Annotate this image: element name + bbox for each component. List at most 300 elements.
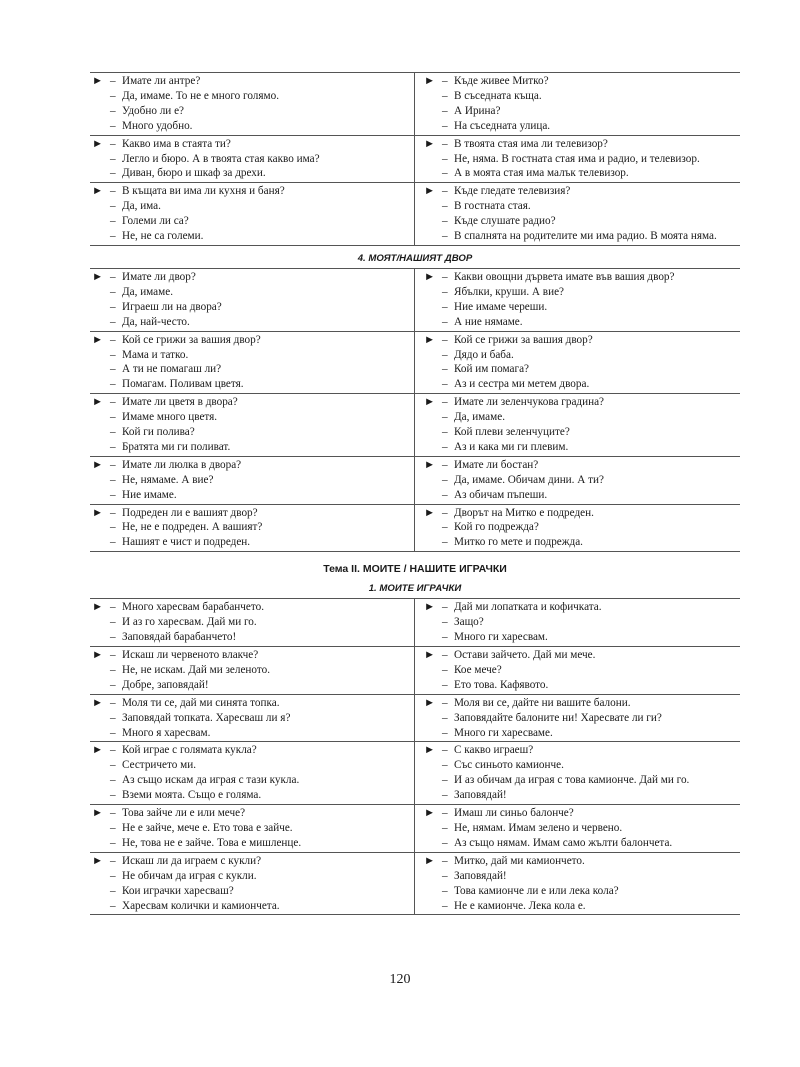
dash-marker: – <box>110 631 116 644</box>
dialogue-line <box>424 773 740 788</box>
dialogue-cell-right <box>415 742 740 804</box>
dash-marker: – <box>442 378 448 391</box>
dialogue-text: Ябълки, круши. А вие? <box>454 285 565 298</box>
dialogue-cell-right <box>415 695 740 742</box>
dialogue-text: В съседната къща. <box>454 89 542 102</box>
dash-marker: – <box>110 363 116 376</box>
dialogue-text: Имаш ли синьо балонче? <box>454 807 574 820</box>
dialogue-text: Имате ли люлка в двора? <box>122 458 242 471</box>
dialogue-line <box>424 395 740 410</box>
dialogue-text: Ние имаме. <box>122 488 177 501</box>
dialogue-line <box>92 199 414 214</box>
dash-marker: – <box>442 711 448 724</box>
dialogue-text: Харесвам колички и камиончета. <box>122 899 280 912</box>
dialogue-row <box>90 805 740 853</box>
dialogue-cell-left <box>90 73 415 135</box>
dash-marker: – <box>110 616 116 629</box>
dialogue-row <box>90 742 740 805</box>
dialogue-text: Много удобно. <box>122 119 193 132</box>
dialogue-cell-left <box>90 599 415 646</box>
dialogue-text: Да, имаме. То не е много голямо. <box>122 89 279 102</box>
arrow-marker-icon: ► <box>92 649 104 661</box>
dash-marker: – <box>442 821 448 834</box>
dialogue-line <box>92 104 414 119</box>
arrow-marker-icon: ► <box>424 333 436 346</box>
dialogue-row <box>90 505 740 553</box>
dialogue-text: Аз също искам да играя с тази кукла. <box>122 774 300 787</box>
dialogue-line <box>424 270 740 285</box>
dash-marker: – <box>110 601 116 614</box>
dialogue-text: А ти не помагаш ли? <box>122 363 222 376</box>
dialogue-line <box>92 300 414 315</box>
dialogue-text: Заповядай барабанчето! <box>122 631 237 644</box>
dialogue-line <box>424 362 740 377</box>
dialogue-line <box>92 395 414 410</box>
dialogue-line <box>424 743 740 758</box>
dialogue-line <box>424 348 740 363</box>
dash-marker: – <box>110 152 116 165</box>
dash-marker: – <box>442 89 448 102</box>
arrow-marker-icon: ► <box>424 601 436 614</box>
dialogue-line <box>424 520 740 535</box>
dialogue-line <box>92 663 414 678</box>
dialogue-line <box>92 89 414 104</box>
dialogue-line <box>92 648 414 663</box>
dialogue-line <box>92 743 414 758</box>
dialogue-line <box>424 315 740 330</box>
dash-marker: – <box>442 774 448 787</box>
dialogue-text: Кой играе с голямата кукла? <box>122 744 257 757</box>
dialogue-table <box>90 598 740 915</box>
dialogue-cell-right <box>415 457 740 504</box>
arrow-marker-icon: ► <box>424 649 436 661</box>
dialogue-row <box>90 457 740 505</box>
dialogue-line <box>92 74 414 89</box>
dialogue-line <box>424 152 740 167</box>
dash-marker: – <box>110 119 116 132</box>
dialogue-text: Нашият е чист и подреден. <box>122 536 251 549</box>
dialogue-cell-left <box>90 695 415 742</box>
dialogue-text: Да, имаме. <box>122 285 173 298</box>
dash-marker: – <box>110 536 116 549</box>
dialogue-text: Защо? <box>454 616 484 629</box>
dash-marker: – <box>110 348 116 361</box>
dialogue-line <box>92 152 414 167</box>
dialogue-text: Много я харесвам. <box>122 726 211 739</box>
dialogue-line <box>92 315 414 330</box>
dialogue-text: Имате ли бостан? <box>454 458 539 471</box>
dash-marker: – <box>110 315 116 328</box>
dialogue-line <box>424 440 740 455</box>
dialogue-line <box>424 836 740 851</box>
dialogue-line <box>424 74 740 89</box>
arrow-marker-icon: ► <box>92 75 104 87</box>
dialogue-text: Да, най-често. <box>122 315 190 328</box>
dash-marker: – <box>110 506 116 519</box>
dash-marker: – <box>442 363 448 376</box>
dialogue-line <box>424 214 740 229</box>
dash-marker: – <box>442 137 448 150</box>
dialogue-text: Легло и бюро. А в твоята стая какво има? <box>122 152 320 165</box>
dash-marker: – <box>442 230 448 243</box>
dialogue-cell-right <box>415 332 740 394</box>
dash-marker: – <box>110 89 116 102</box>
dash-marker: – <box>442 348 448 361</box>
dialogue-line <box>92 788 414 803</box>
dialogue-line <box>92 836 414 851</box>
dialogue-line <box>92 806 414 821</box>
dialogue-text: Аз и кака ми ги плевим. <box>454 440 569 453</box>
dialogue-line <box>424 711 740 726</box>
dialogue-text: С какво играеш? <box>454 744 534 757</box>
dash-marker: – <box>110 75 116 87</box>
dash-marker: – <box>442 678 448 691</box>
dialogue-row <box>90 647 740 695</box>
dash-marker: – <box>110 411 116 424</box>
dialogue-text: Искаш ли червеното влакче? <box>122 649 259 661</box>
dialogue-line <box>92 348 414 363</box>
section-rooms <box>90 72 740 246</box>
dialogue-text: Дай ми лопатката и кофичката. <box>454 601 602 614</box>
dash-marker: – <box>110 458 116 471</box>
dialogue-line <box>424 615 740 630</box>
arrow-marker-icon: ► <box>424 744 436 757</box>
dash-marker: – <box>110 663 116 676</box>
dialogue-line <box>92 184 414 199</box>
dialogue-line <box>92 285 414 300</box>
dialogue-line <box>424 726 740 741</box>
dialogue-text: Къде гледате телевизия? <box>454 185 571 198</box>
dialogue-line <box>424 788 740 803</box>
dialogue-line <box>424 821 740 836</box>
dialogue-text: Много ги харесвам. <box>454 631 548 644</box>
dialogue-line <box>424 104 740 119</box>
dialogue-text: Удобно ли е? <box>122 104 185 117</box>
dialogue-cell-left <box>90 647 415 694</box>
dash-marker: – <box>442 300 448 313</box>
dialogue-line <box>92 630 414 645</box>
arrow-marker-icon: ► <box>424 270 436 283</box>
dialogue-text: В гостната стая. <box>454 200 531 213</box>
dash-marker: – <box>442 167 448 180</box>
dialogue-cell-left <box>90 394 415 456</box>
dash-marker: – <box>442 663 448 676</box>
arrow-marker-icon: ► <box>92 458 104 471</box>
dialogue-line <box>424 535 740 550</box>
dash-marker: – <box>110 711 116 724</box>
dash-marker: – <box>110 854 116 867</box>
arrow-marker-icon: ► <box>424 854 436 867</box>
dialogue-line <box>424 199 740 214</box>
dash-marker: – <box>442 696 448 709</box>
dialogue-text: А в моята стая има малък телевизор. <box>454 167 629 180</box>
dialogue-line <box>92 773 414 788</box>
dialogue-line <box>424 473 740 488</box>
dialogue-text: Вземи моята. Също е голяма. <box>122 789 262 802</box>
arrow-marker-icon: ► <box>92 137 104 150</box>
dialogue-line <box>92 229 414 244</box>
dialogue-text: Дворът на Митко е подреден. <box>454 506 594 519</box>
dialogue-text: Имате ли цветя в двора? <box>122 396 238 409</box>
arrow-marker-icon: ► <box>424 137 436 150</box>
arrow-marker-icon: ► <box>92 396 104 409</box>
page-number: 120 <box>389 972 411 987</box>
dash-marker: – <box>442 473 448 486</box>
dialogue-line <box>424 89 740 104</box>
arrow-marker-icon: ► <box>424 458 436 471</box>
dash-marker: – <box>442 616 448 629</box>
dialogue-text: Кое мече? <box>454 663 502 676</box>
dialogue-cell-right <box>415 136 740 183</box>
dialogue-line <box>424 506 740 521</box>
dialogue-row <box>90 268 740 332</box>
dialogue-line <box>424 285 740 300</box>
dialogue-text: Митко, дай ми камиончето. <box>454 854 585 867</box>
dash-marker: – <box>442 333 448 346</box>
dialogue-text: Остави зайчето. Дай ми мече. <box>454 649 596 661</box>
dialogue-text: А ние нямаме. <box>454 315 523 328</box>
dialogue-text: Какви овощни дървета имате във вашия двор? <box>454 270 675 283</box>
dash-marker: – <box>442 426 448 439</box>
dash-marker: – <box>442 601 448 614</box>
dash-marker: – <box>442 119 448 132</box>
dialogue-line <box>424 300 740 315</box>
dialogue-text: Имате ли зеленчукова градина? <box>454 396 605 409</box>
dialogue-line <box>424 184 740 199</box>
dialogue-text: Подреден ли е вашият двор? <box>122 506 258 519</box>
dialogue-line <box>424 854 740 869</box>
section-title: 4. МОЯТ/НАШИЯТ ДВОР <box>357 252 473 264</box>
dash-marker: – <box>110 836 116 849</box>
dialogue-line <box>424 600 740 615</box>
dash-marker: – <box>442 536 448 549</box>
arrow-marker-icon: ► <box>92 185 104 198</box>
dialogue-cell-right <box>415 269 740 331</box>
dialogue-cell-right <box>415 394 740 456</box>
section-toys <box>90 582 740 915</box>
dialogue-text: Къде живее Митко? <box>454 75 549 87</box>
dialogue-line <box>92 884 414 899</box>
dialogue-line <box>424 806 740 821</box>
dialogue-text: Аз и сестра ми метем двора. <box>454 378 590 391</box>
dialogue-line <box>92 696 414 711</box>
dialogue-line <box>424 758 740 773</box>
dialogue-text: Кои играчки харесваш? <box>122 884 234 897</box>
dash-marker: – <box>442 396 448 409</box>
dash-marker: – <box>110 426 116 439</box>
dialogue-text: Имате ли двор? <box>122 270 196 283</box>
dialogue-cell-right <box>415 73 740 135</box>
dash-marker: – <box>442 488 448 501</box>
dialogue-text: Имаме много цветя. <box>122 411 218 424</box>
dash-marker: – <box>110 774 116 787</box>
dialogue-text: Не е камионче. Лека кола е. <box>454 899 586 912</box>
dash-marker: – <box>110 649 116 661</box>
dialogue-row <box>90 136 740 184</box>
dash-marker: – <box>110 789 116 802</box>
dialogue-text: Добре, заповядай! <box>122 678 209 691</box>
dialogue-line <box>92 711 414 726</box>
dialogue-line <box>92 137 414 152</box>
dash-marker: – <box>442 744 448 757</box>
dash-marker: – <box>110 696 116 709</box>
dash-marker: – <box>442 759 448 772</box>
dialogue-line <box>92 726 414 741</box>
dialogue-text: Дядо и баба. <box>454 348 514 361</box>
arrow-marker-icon: ► <box>92 270 104 283</box>
dash-marker: – <box>110 488 116 501</box>
dialogue-text: В спалнята на родителите ми има радио. В моята няма. <box>454 230 717 243</box>
dash-marker: – <box>110 215 116 228</box>
dialogue-text: А Ирина? <box>454 104 501 117</box>
dialogue-line <box>92 600 414 615</box>
dialogue-line <box>424 648 740 663</box>
arrow-marker-icon: ► <box>424 75 436 87</box>
dialogue-text: Кой ги полива? <box>122 426 195 439</box>
dialogue-text: Мама и татко. <box>122 348 189 361</box>
dialogue-line <box>424 333 740 348</box>
dialogue-line <box>424 899 740 914</box>
dash-marker: – <box>110 821 116 834</box>
dialogue-line <box>92 678 414 693</box>
dash-marker: – <box>442 75 448 87</box>
dialogue-text: Заповядай! <box>454 789 507 802</box>
dash-marker: – <box>110 473 116 486</box>
dialogue-text: Много харесвам барабанчето. <box>122 601 265 614</box>
dialogue-text: Аз обичам пъпеши. <box>454 488 548 501</box>
dialogue-cell-right <box>415 599 740 646</box>
dash-marker: – <box>442 869 448 882</box>
dialogue-text: Помагам. Поливам цветя. <box>122 378 244 391</box>
dash-marker: – <box>110 726 116 739</box>
dialogue-line <box>92 869 414 884</box>
dialogue-line <box>92 535 414 550</box>
dialogue-text: Да, имаме. Обичам дини. А ти? <box>454 473 604 486</box>
dash-marker: – <box>110 185 116 198</box>
section-title: 1. МОИТЕ ИГРАЧКИ <box>368 583 462 595</box>
dialogue-text: Не, нямам. Имам зелено и червено. <box>454 821 623 834</box>
dialogue-text: Кой се грижи за вашия двор? <box>122 333 261 346</box>
dash-marker: – <box>110 869 116 882</box>
dialogue-cell-right <box>415 505 740 552</box>
dialogue-text: Това камионче ли е или лека кола? <box>454 884 619 897</box>
dialogue-cell-left <box>90 269 415 331</box>
arrow-marker-icon: ► <box>92 506 104 519</box>
dash-marker: – <box>442 215 448 228</box>
dialogue-text: Играеш ли на двора? <box>122 300 222 313</box>
dialogue-text: Не, нямаме. А вие? <box>122 473 214 486</box>
dialogue-line <box>92 854 414 869</box>
dialogue-cell-right <box>415 805 740 852</box>
dialogue-text: Какво има в стаята ти? <box>122 137 231 150</box>
dialogue-text: Имате ли антре? <box>122 75 201 87</box>
dialogue-line <box>424 884 740 899</box>
dash-marker: – <box>442 270 448 283</box>
dash-marker: – <box>442 411 448 424</box>
dash-marker: – <box>442 884 448 897</box>
dash-marker: – <box>110 807 116 820</box>
dash-marker: – <box>110 270 116 283</box>
dash-marker: – <box>442 899 448 912</box>
dialogue-cell-left <box>90 332 415 394</box>
dialogue-line <box>92 458 414 473</box>
dialogue-line <box>424 410 740 425</box>
dialogue-row <box>90 332 740 395</box>
arrow-marker-icon: ► <box>92 601 104 614</box>
dialogue-cell-left <box>90 183 415 245</box>
dialogue-row <box>90 598 740 647</box>
dialogue-text: Братята ми ги поливат. <box>122 440 231 453</box>
dash-marker: – <box>110 884 116 897</box>
dialogue-text: Това зайче ли е или мече? <box>122 807 246 820</box>
dash-marker: – <box>110 744 116 757</box>
dialogue-text: В къщата ви има ли кухня и баня? <box>122 185 285 198</box>
dialogue-cell-left <box>90 505 415 552</box>
dialogue-text: Не, няма. В гостната стая има и радио, и телевизор. <box>454 152 700 165</box>
dash-marker: – <box>110 521 116 534</box>
dash-marker: – <box>110 333 116 346</box>
dash-marker: – <box>110 285 116 298</box>
dialogue-cell-left <box>90 853 415 915</box>
dialogue-table <box>90 72 740 246</box>
dialogue-row <box>90 72 740 136</box>
dialogue-text: В твоята стая има ли телевизор? <box>454 137 608 150</box>
dialogue-text: Много ги харесваме. <box>454 726 553 739</box>
dialogue-line <box>424 488 740 503</box>
dialogue-text: Къде слушате радио? <box>454 215 556 228</box>
dash-marker: – <box>442 631 448 644</box>
dialogue-line <box>424 377 740 392</box>
dialogue-row <box>90 695 740 743</box>
dialogue-text: Моля ви се, дайте ни вашите балони. <box>454 696 631 709</box>
dialogue-line <box>92 425 414 440</box>
dialogue-cell-right <box>415 183 740 245</box>
arrow-marker-icon: ► <box>424 396 436 409</box>
page-content <box>90 72 740 915</box>
dialogue-line <box>424 869 740 884</box>
arrow-marker-icon: ► <box>92 854 104 867</box>
dialogue-line <box>424 663 740 678</box>
dash-marker: – <box>442 104 448 117</box>
dialogue-text: Не, не са големи. <box>122 230 204 243</box>
dash-marker: – <box>110 396 116 409</box>
dialogue-cell-left <box>90 136 415 183</box>
dialogue-line <box>92 119 414 134</box>
dialogue-line <box>424 166 740 181</box>
dialogue-text: Заповядай топката. Харесваш ли я? <box>122 711 291 724</box>
dialogue-line <box>92 758 414 773</box>
dialogue-text: И аз обичам да играя с това камионче. Дай ми го. <box>454 774 690 787</box>
dialogue-line <box>92 520 414 535</box>
theme-title: Тема II. МОИТЕ / НАШИТЕ ИГРАЧКИ <box>323 563 507 576</box>
dialogue-line <box>92 166 414 181</box>
dialogue-line <box>92 410 414 425</box>
dialogue-text: Искаш ли да играем с кукли? <box>122 854 262 867</box>
dash-marker: – <box>110 200 116 213</box>
dialogue-line <box>92 488 414 503</box>
dash-marker: – <box>442 506 448 519</box>
dash-marker: – <box>110 104 116 117</box>
dialogue-row <box>90 394 740 457</box>
dialogue-text: Да, имаме. <box>454 411 505 424</box>
dash-marker: – <box>442 200 448 213</box>
dialogue-text: Заповядайте балоните ни! Харесвате ли ги? <box>454 711 662 724</box>
dash-marker: – <box>442 458 448 471</box>
dialogue-line <box>92 615 414 630</box>
dash-marker: – <box>442 440 448 453</box>
dialogue-text: И аз го харесвам. Дай ми го. <box>122 616 257 629</box>
dialogue-text: Моля ти се, дай ми синята топка. <box>122 696 280 709</box>
